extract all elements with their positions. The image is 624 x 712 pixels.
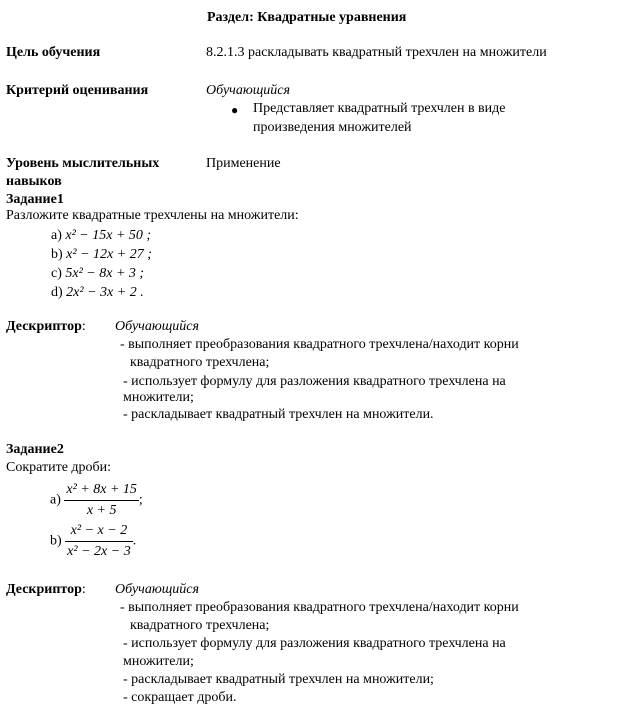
- descriptor2-heading: [6, 581, 86, 599]
- descriptor2-line: множители;: [123, 654, 194, 669]
- criterion-bullet-line2: произведения множителей: [253, 120, 412, 135]
- task2-item-b: [50, 521, 136, 562]
- item-letter: a): [50, 492, 61, 508]
- fraction-end: ;: [138, 492, 143, 508]
- item-letter: b): [50, 533, 62, 549]
- bullet-icon: ●: [231, 103, 239, 117]
- descriptor2-line: - раскладывает квадратный трехчлен на множители;: [123, 672, 434, 687]
- descriptor2-learner: Обучающийся: [115, 582, 200, 597]
- level-value: Применение: [206, 156, 281, 171]
- level-label-line2: навыков: [6, 174, 62, 189]
- descriptor2-line: - использует формулу для разложения квадратного трехчлена на: [123, 636, 506, 651]
- item-letter: a): [51, 228, 62, 243]
- task2-item-a: [50, 480, 143, 521]
- section-title: Раздел: Квадратные уравнения: [207, 10, 407, 25]
- fraction: [65, 521, 133, 562]
- descriptor1-line: - раскладывает квадратный трехчлен на множители.: [123, 407, 434, 422]
- descriptor-label: Дескриптор: [6, 582, 82, 597]
- task1-title: Задание1: [6, 192, 64, 207]
- task1-item-d: [51, 284, 144, 302]
- math-expression: 5x² − 8x + 3 ;: [65, 266, 145, 281]
- descriptor1-line: - выполняет преобразования квадратного трехчлена/находит корни: [120, 337, 519, 352]
- item-letter: c): [51, 266, 62, 281]
- task1-instruction: Разложите квадратные трехчлены на множители:: [6, 208, 299, 223]
- task1-item-b: [51, 246, 152, 264]
- criterion-label: Критерий оценивания: [6, 83, 149, 98]
- item-letter: b): [51, 247, 63, 262]
- math-expression: x² − 15x + 50 ;: [65, 228, 152, 243]
- task2-instruction: Сократите дроби:: [6, 460, 112, 475]
- goal-value: 8.2.1.3 раскладывать квадратный трехчлен на множители: [206, 45, 547, 60]
- descriptor2-line: - выполняет преобразования квадратного трехчлена/находит корни: [120, 600, 519, 615]
- task1-item-c: [51, 265, 144, 283]
- descriptor-colon: :: [81, 582, 86, 597]
- fraction-end: .: [132, 533, 137, 549]
- fraction-numerator: x² + 8x + 15: [64, 480, 139, 501]
- math-expression: x² − 12x + 27 ;: [66, 247, 152, 262]
- criterion-learner: Обучающийся: [206, 83, 291, 98]
- task1-item-a: [51, 227, 151, 245]
- criterion-bullet-line1: Представляет квадратный трехчлен в виде: [253, 101, 506, 116]
- descriptor1-line: - использует формулу для разложения квадратного трехчлена на: [123, 374, 506, 389]
- fraction: [64, 480, 139, 521]
- fraction-denominator: x² − 2x − 3: [67, 544, 131, 559]
- descriptor1-learner: Обучающийся: [115, 319, 200, 334]
- descriptor1-line: множители;: [123, 390, 194, 405]
- descriptor1-heading: [6, 318, 86, 336]
- goal-label: Цель обучения: [6, 45, 101, 60]
- descriptor-colon: :: [81, 319, 86, 334]
- fraction-numerator: x² − x − 2: [65, 521, 133, 542]
- fraction-denominator: x + 5: [86, 503, 117, 518]
- descriptor2-line: - сокращает дроби.: [123, 690, 237, 705]
- math-expression: 2x² − 3x + 2 .: [66, 285, 144, 300]
- item-letter: d): [51, 285, 63, 300]
- level-label-line1: Уровень мыслительных: [6, 156, 160, 171]
- task2-title: Задание2: [6, 442, 64, 457]
- descriptor1-line: квадратного трехчлена;: [130, 355, 270, 370]
- descriptor-label: Дескриптор: [6, 319, 82, 334]
- descriptor2-line: квадратного трехчлена;: [130, 618, 270, 633]
